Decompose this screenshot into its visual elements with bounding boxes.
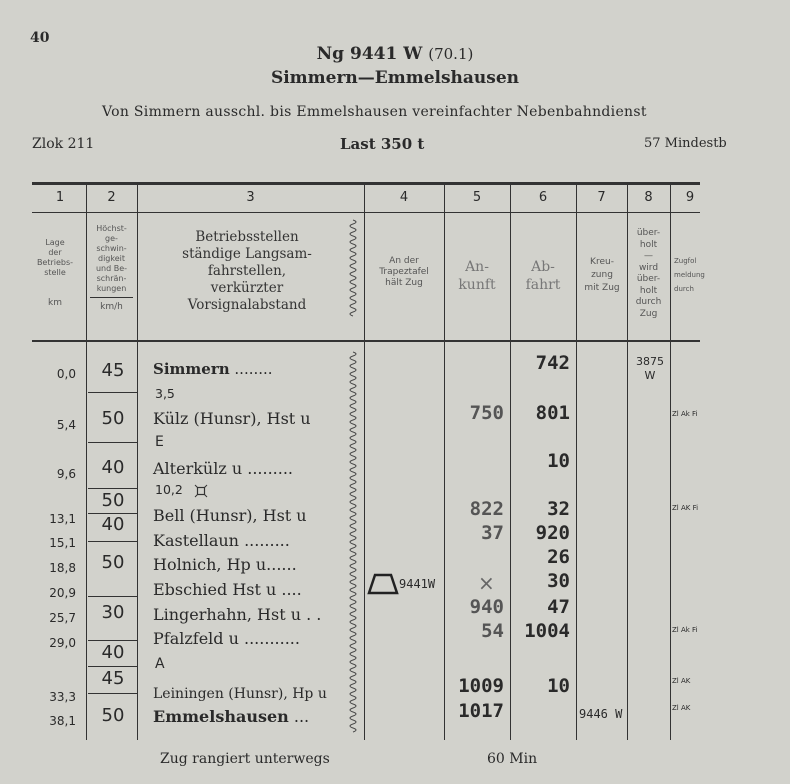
header-col9-line: durch bbox=[674, 285, 694, 293]
header-col7 bbox=[577, 256, 627, 295]
row-station: Bell (Hunsr), Hst u bbox=[153, 506, 307, 525]
row-departure: 920 bbox=[535, 522, 570, 544]
speed-divider bbox=[88, 596, 138, 597]
row-arrival: 37 bbox=[481, 522, 504, 544]
annotation-10-2-text: 10,2 bbox=[155, 482, 183, 497]
row-station-name: Simmern bbox=[153, 360, 230, 378]
header-col8-line: durch bbox=[635, 297, 662, 307]
row-km: 13,1 bbox=[49, 512, 76, 526]
header-col3-line: Betriebsstellen bbox=[195, 229, 299, 245]
row-arrival: 940 bbox=[469, 596, 504, 618]
header-col8-line: über- bbox=[636, 274, 661, 284]
speed-divider bbox=[88, 442, 138, 443]
row-speed: 50 bbox=[101, 552, 125, 573]
header-col8-line: Zug bbox=[639, 308, 658, 319]
row-report: Zl AK bbox=[672, 704, 691, 712]
row-station-dots: ......... bbox=[242, 459, 294, 478]
row-arrival: 1017 bbox=[458, 700, 504, 722]
row-speed: 45 bbox=[101, 360, 125, 381]
table-header-rule bbox=[32, 212, 700, 213]
row-overtaken-train: 3875 bbox=[636, 355, 664, 368]
col-divider-8 bbox=[670, 184, 671, 740]
row-station-dots: ... bbox=[288, 707, 310, 726]
row-report: Zl AK bbox=[672, 677, 691, 685]
row-speed: 50 bbox=[101, 408, 125, 429]
col-number-7: 7 bbox=[597, 190, 606, 205]
row-station-dots: ......... bbox=[238, 531, 290, 550]
row-crossing: 9446 W bbox=[579, 707, 623, 721]
row-station-dots: ........... bbox=[238, 629, 300, 648]
row-km: 33,3 bbox=[49, 690, 76, 704]
header-col2-line: digkeit bbox=[97, 254, 125, 263]
row-station bbox=[153, 531, 290, 550]
row-station-dots: . . bbox=[301, 605, 322, 624]
row-departure: 10 bbox=[547, 450, 570, 472]
row-station: Külz (Hunsr), Hst u bbox=[153, 409, 311, 428]
col-number-5: 5 bbox=[472, 190, 482, 205]
header-col2-unit: km/h bbox=[100, 302, 123, 312]
col-number-9: 9 bbox=[685, 190, 695, 205]
trapezoid-icon bbox=[367, 573, 399, 595]
row-speed: 50 bbox=[101, 705, 125, 726]
row-station-name: Ebschied Hst u bbox=[153, 580, 277, 599]
header-col8-line: wird bbox=[638, 262, 659, 273]
header-col3 bbox=[152, 229, 342, 314]
header-wave-icon bbox=[346, 220, 360, 316]
col-number-8: 8 bbox=[644, 190, 653, 205]
header-col1-unit: km bbox=[48, 298, 62, 308]
row-station bbox=[153, 707, 309, 726]
row-departure: 1004 bbox=[524, 620, 570, 642]
header-col3-line: fahrstellen, bbox=[207, 263, 287, 279]
row-station: Leiningen (Hunsr), Hp u bbox=[153, 686, 327, 702]
header-col8-line: holt bbox=[639, 239, 658, 250]
header-col1 bbox=[26, 238, 84, 308]
slow-zone-wave-icon bbox=[346, 352, 360, 730]
header-col4 bbox=[366, 256, 442, 289]
table-body-rule bbox=[32, 340, 700, 342]
trapez-train: 9441W bbox=[399, 577, 436, 591]
row-speed: 40 bbox=[101, 457, 125, 478]
row-departure: 32 bbox=[547, 498, 570, 520]
row-departure: 47 bbox=[547, 596, 570, 618]
row-arrival-mark: × bbox=[478, 571, 495, 595]
header-col8-line: holt bbox=[639, 285, 658, 296]
annotation-a: A bbox=[155, 656, 165, 672]
min-brake: 57 Mindestb bbox=[644, 136, 727, 151]
header-col6-line: fahrt bbox=[525, 277, 561, 293]
row-arrival: 1009 bbox=[458, 675, 504, 697]
locomotive: Zlok 211 bbox=[32, 136, 95, 152]
header-col2 bbox=[86, 224, 137, 312]
row-km: 15,1 bbox=[49, 536, 76, 550]
speed-divider bbox=[88, 666, 138, 667]
header-col6 bbox=[510, 258, 576, 294]
header-col2-divider bbox=[90, 297, 133, 298]
row-station-name: Emmelshausen bbox=[153, 707, 289, 726]
row-station bbox=[153, 605, 321, 624]
header-col2-line: ge- bbox=[105, 234, 118, 243]
row-station bbox=[153, 459, 293, 478]
speed-45: 45 bbox=[101, 668, 125, 689]
row-overtaken bbox=[630, 355, 670, 383]
header-col4-line: An der bbox=[389, 256, 419, 266]
header-col8-line: über- bbox=[636, 228, 661, 238]
signal-symbol-icon bbox=[195, 485, 207, 497]
col-number-4: 4 bbox=[399, 190, 409, 205]
footer-shunting-note: Zug rangiert unterwegs bbox=[160, 751, 330, 767]
header-col1-line: Lage bbox=[45, 238, 65, 247]
row-km: 18,8 bbox=[49, 561, 76, 575]
row-km: 29,0 bbox=[49, 636, 76, 650]
train-name: Ng 9441 W bbox=[316, 44, 423, 64]
speed-divider bbox=[88, 693, 138, 694]
subtitle: Von Simmern ausschl. bis Emmelshausen vereinfachter Nebenbahndienst bbox=[102, 104, 647, 120]
row-station-dots: ...... bbox=[266, 555, 297, 574]
speed-50: 50 bbox=[101, 490, 125, 511]
col-number-3: 3 bbox=[246, 190, 255, 205]
header-col1-line: Betriebs- bbox=[36, 258, 74, 267]
speed-40: 40 bbox=[101, 514, 125, 535]
footer-shunting-time: 60 Min bbox=[487, 751, 538, 767]
route-title: Simmern—Emmelshausen bbox=[270, 68, 520, 88]
header-col2-line: schwin- bbox=[96, 244, 127, 253]
annotation-e: E bbox=[155, 434, 164, 450]
row-station-name: Holnich, Hp u bbox=[153, 555, 267, 574]
header-col1-line: stelle bbox=[44, 268, 66, 277]
row-departure: 26 bbox=[547, 546, 570, 568]
row-station bbox=[153, 555, 297, 574]
row-arrival: 822 bbox=[469, 498, 504, 520]
header-col8-line: — bbox=[644, 251, 653, 261]
train-code: (70.1) bbox=[428, 45, 474, 63]
row-km: 20,9 bbox=[49, 586, 76, 600]
row-departure: 742 bbox=[535, 352, 570, 374]
header-col9-line: Zugfol bbox=[674, 257, 697, 265]
row-station-name: Pfalzfeld u bbox=[153, 629, 239, 648]
row-km: 0,0 bbox=[56, 367, 76, 381]
train-title bbox=[0, 44, 790, 64]
page-number: 40 bbox=[30, 30, 50, 46]
col-number-2: 2 bbox=[107, 190, 116, 205]
speed-divider bbox=[88, 541, 138, 542]
row-km: 25,7 bbox=[49, 611, 76, 625]
header-col5-line: An- bbox=[465, 259, 489, 275]
row-departure: 10 bbox=[547, 675, 570, 697]
header-col9-line: meldung bbox=[674, 271, 705, 279]
col-divider-3 bbox=[364, 184, 365, 740]
header-col1-line: der bbox=[48, 248, 62, 257]
row-station-name: Alterkülz u bbox=[153, 459, 243, 478]
header-col2-line: und Be- bbox=[95, 264, 128, 273]
table-top-rule bbox=[32, 182, 700, 185]
annotation-3-5: 3,5 bbox=[155, 386, 175, 401]
header-col5 bbox=[444, 258, 510, 294]
row-speed: 30 bbox=[101, 602, 125, 623]
row-station bbox=[153, 629, 300, 648]
header-col5-line: kunft bbox=[458, 277, 496, 293]
row-overtaken-suffix: W bbox=[644, 369, 656, 382]
speed-40: 40 bbox=[101, 642, 125, 663]
row-departure: 801 bbox=[535, 402, 570, 424]
row-km: 38,1 bbox=[49, 714, 76, 728]
row-report: Zl Ak Fi bbox=[672, 626, 698, 634]
row-departure: 30 bbox=[547, 570, 570, 592]
row-km: 5,4 bbox=[56, 418, 76, 432]
row-station-dots: ........ bbox=[229, 360, 273, 378]
header-col9 bbox=[674, 254, 708, 296]
header-col2-line: Höchst- bbox=[96, 224, 127, 233]
header-col4-line: hält Zug bbox=[385, 278, 423, 288]
row-station bbox=[153, 580, 302, 599]
header-col2-line: kungen bbox=[96, 284, 127, 293]
col-number-1: 1 bbox=[55, 190, 65, 205]
row-station-name: Kastellaun bbox=[153, 531, 239, 550]
header-col4-line: Trapeztafel bbox=[379, 267, 429, 277]
col-number-6: 6 bbox=[538, 190, 548, 205]
row-station-dots: .... bbox=[276, 580, 302, 599]
header-col7-line: zung bbox=[591, 270, 613, 280]
header-col7-line: mit Zug bbox=[584, 283, 620, 293]
header-col6-line: Ab- bbox=[531, 259, 555, 275]
header-col3-line: verkürzter bbox=[210, 280, 284, 296]
row-station bbox=[153, 360, 273, 378]
trapez-sign bbox=[367, 573, 435, 595]
annotation-10-2 bbox=[155, 482, 207, 497]
row-arrival: 750 bbox=[469, 402, 504, 424]
header-col7-line: Kreu- bbox=[590, 257, 614, 267]
load: Last 350 t bbox=[340, 135, 425, 153]
speed-divider bbox=[88, 392, 138, 393]
speed-divider bbox=[88, 488, 138, 489]
header-col8 bbox=[627, 228, 670, 320]
row-report: Zl Ak Fi bbox=[672, 410, 698, 418]
header-col2-line: schrän- bbox=[96, 274, 127, 283]
speed-divider bbox=[88, 640, 138, 641]
row-arrival: 54 bbox=[481, 620, 504, 642]
row-km: 9,6 bbox=[56, 467, 76, 481]
row-station-name: Lingerhahn, Hst u bbox=[153, 605, 302, 624]
header-col3-line: ständige Langsam- bbox=[182, 246, 312, 262]
header-col3-line: Vorsignalabstand bbox=[187, 297, 307, 313]
row-report: Zl AK Fi bbox=[672, 504, 699, 512]
